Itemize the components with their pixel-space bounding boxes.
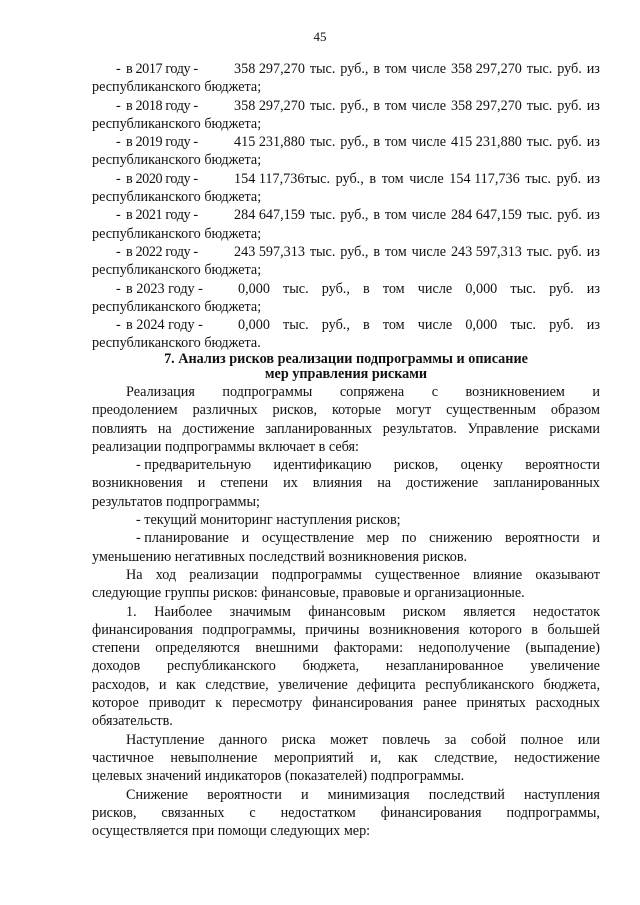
text-word: пересмотру — [232, 695, 303, 712]
text-word: которое — [92, 695, 139, 712]
text-word: финансовым — [308, 603, 386, 620]
funding-word: тыс. — [510, 317, 536, 334]
funding-word: числе — [409, 170, 444, 187]
text-word: вероятности — [207, 786, 282, 803]
funding-item — [92, 316, 600, 353]
text-word: которого — [468, 621, 522, 638]
funding-word: руб., — [340, 243, 369, 260]
funding-word: в — [369, 170, 377, 187]
funding-word: 243 597,313 — [450, 243, 522, 260]
text-word: ранее — [423, 695, 457, 712]
text-word: повлечь — [382, 731, 431, 748]
funding-word: тыс. — [309, 207, 336, 224]
text-word: в — [531, 621, 538, 638]
text-word: причины — [305, 621, 360, 638]
text-line — [92, 639, 600, 657]
funding-source: республиканского бюджета; — [92, 79, 262, 96]
funding-word: том — [384, 207, 407, 224]
funding-word: том — [384, 243, 407, 260]
text-word: - текущий мониторинг наступления рисков; — [136, 512, 401, 529]
funding-source: республиканского бюджета; — [92, 115, 262, 132]
funding-item — [92, 243, 600, 280]
text-word: результатов. — [382, 420, 457, 437]
funding-word: руб. — [556, 170, 582, 187]
funding-amount — [238, 316, 600, 334]
funding-amount — [234, 60, 600, 78]
funding-word: 284 647,159 — [450, 207, 522, 224]
text-word: Реализация — [126, 384, 195, 400]
text-line — [92, 603, 600, 621]
funding-year: в 2017 году - — [126, 61, 198, 77]
text-word: как — [397, 749, 418, 766]
funding-word: числе — [411, 243, 447, 260]
text-word: невыполнение — [170, 749, 258, 766]
funding-word: из — [586, 61, 600, 77]
funding-word: тыс. — [283, 317, 309, 334]
text-line — [92, 731, 600, 749]
text-word: за — [444, 731, 457, 748]
page-number: 45 — [313, 29, 327, 44]
text-word: как — [175, 676, 196, 693]
funding-line — [92, 60, 600, 78]
list-dash: - — [116, 97, 121, 114]
text-word: которые — [331, 402, 382, 419]
text-line — [92, 767, 600, 785]
text-word: мероприятий — [273, 749, 354, 766]
text-word: бюджета, — [543, 676, 600, 693]
text-word: риском — [402, 603, 446, 620]
text-word: бюджета, — [302, 658, 360, 675]
text-word: может — [330, 731, 368, 748]
funding-word: руб. — [557, 134, 582, 151]
text-word: осуществляется при помощи следующих мер: — [92, 823, 371, 840]
funding-word: 0,000 — [465, 317, 498, 334]
text-word: минимизация — [327, 786, 410, 803]
list-dash: - — [116, 170, 121, 187]
text-word: или — [577, 731, 600, 748]
text-word: идентификацию — [273, 457, 372, 474]
funding-list — [92, 60, 600, 353]
text-word: и, — [370, 749, 382, 766]
funding-line — [92, 280, 600, 298]
text-word: собой — [470, 731, 507, 748]
text-word: связанных — [161, 804, 225, 821]
text-line — [92, 548, 600, 566]
text-word: Снижение — [126, 786, 189, 803]
funding-word: руб. — [549, 280, 574, 297]
funding-word: тыс. — [525, 170, 551, 187]
funding-word: числе — [411, 97, 447, 114]
text-word: риска — [281, 731, 316, 748]
funding-word: руб., — [340, 61, 369, 77]
text-word: (выпадение) — [525, 640, 600, 657]
funding-word: числе — [411, 134, 447, 151]
text-word: рисков, — [393, 457, 439, 474]
text-line — [92, 822, 600, 840]
list-dash: - — [116, 207, 121, 224]
text-word: незапланированное — [385, 658, 504, 675]
text-word: и — [197, 475, 206, 492]
text-word: Наиболее — [154, 603, 213, 620]
funding-item — [92, 60, 600, 97]
text-word: приводит — [148, 695, 206, 712]
text-line — [92, 657, 600, 675]
text-word: с — [249, 804, 256, 821]
funding-year: в 2024 году - — [126, 317, 203, 334]
text-word: результатов подпрограммы; — [92, 493, 260, 510]
text-word: - предварительную — [136, 457, 252, 474]
funding-word: 0,000 — [465, 280, 498, 297]
funding-amount — [234, 170, 600, 188]
funding-year: в 2021 году - — [126, 207, 198, 224]
text-word: следствие, — [434, 749, 498, 766]
funding-word: из — [586, 170, 600, 187]
text-word: и — [158, 676, 167, 693]
funding-word: 358 297,270 — [450, 97, 522, 114]
funding-word: в — [373, 97, 381, 114]
funding-word: из — [586, 207, 600, 224]
text-word: рисков, — [272, 402, 318, 419]
text-line — [92, 474, 600, 492]
funding-line — [92, 97, 600, 115]
funding-word: руб., — [340, 97, 369, 114]
text-word: полное — [520, 731, 564, 748]
funding-amount — [234, 206, 600, 224]
funding-word: числе — [417, 280, 453, 297]
text-word: возникновения — [368, 621, 460, 638]
funding-word: руб. — [557, 61, 582, 77]
funding-word: тыс. — [526, 61, 553, 77]
funding-item — [92, 97, 600, 134]
text-word: подпрограммы, — [506, 804, 600, 821]
funding-word: тыс. — [309, 61, 336, 77]
text-line — [92, 438, 600, 456]
list-dash: - — [116, 280, 121, 297]
funding-word: том — [384, 134, 407, 151]
list-dash: - — [116, 317, 121, 334]
text-word: Управление — [467, 420, 539, 437]
text-word: следствие, — [205, 676, 269, 693]
text-word: финансирования — [312, 695, 414, 712]
text-word: преодолением — [92, 402, 178, 419]
text-word: ход — [155, 566, 177, 583]
text-word: финансирования — [380, 804, 482, 821]
section-heading-line: мер управления рисками — [264, 366, 428, 382]
text-line — [92, 694, 600, 712]
text-word: уменьшению негативных последствий возникновения рисков. — [92, 548, 468, 565]
text-word: оказывают — [535, 566, 600, 583]
text-line — [92, 420, 600, 438]
text-line — [92, 584, 600, 602]
funding-word: тыс. — [526, 134, 553, 151]
funding-word: в — [363, 280, 370, 297]
funding-word: руб., — [340, 134, 369, 151]
text-line — [92, 456, 600, 474]
text-word: республиканского — [167, 658, 276, 675]
funding-word: том — [382, 317, 405, 334]
funding-item — [92, 280, 600, 317]
text-word: дефицита — [357, 676, 416, 693]
funding-year: в 2018 году - — [126, 97, 198, 114]
text-line — [92, 749, 600, 767]
text-word: их — [283, 475, 298, 492]
text-line — [92, 621, 600, 639]
funding-word: 358 297,270 — [234, 97, 305, 114]
text-word: и — [592, 530, 600, 547]
text-word: - планирование — [136, 530, 229, 547]
text-word: 1. — [126, 603, 137, 620]
funding-word: 154 117,736тыс. — [234, 170, 330, 187]
text-word: недостаток — [533, 603, 600, 620]
text-word: возникновением — [465, 384, 565, 400]
text-word: по — [401, 530, 417, 547]
text-word: снижению — [429, 530, 493, 547]
list-dash: - — [116, 61, 121, 77]
funding-line — [92, 316, 600, 334]
text-word: увеличение — [530, 658, 600, 675]
text-line — [92, 511, 600, 529]
text-word: могут — [395, 402, 432, 419]
text-word: значимым — [229, 603, 291, 620]
text-line — [92, 401, 600, 419]
funding-word: том — [384, 61, 407, 77]
section-heading — [92, 352, 600, 382]
funding-word: 154 117,736 — [449, 170, 520, 187]
funding-word: из — [586, 280, 600, 297]
text-word: На — [126, 566, 143, 583]
text-word: вероятности — [525, 457, 600, 474]
funding-word: 284 647,159 — [234, 207, 305, 224]
text-word: реализации — [189, 566, 259, 583]
funding-word: 243 597,313 — [234, 243, 305, 260]
funding-line — [92, 170, 600, 188]
funding-word: в — [363, 317, 370, 334]
funding-word: из — [586, 134, 600, 151]
funding-line — [92, 133, 600, 151]
text-word: оценку — [460, 457, 503, 474]
funding-word: 415 231,880 — [234, 134, 305, 151]
text-word: запланированных — [493, 475, 600, 492]
funding-item — [92, 133, 600, 170]
text-word: достижение — [406, 475, 479, 492]
funding-word: числе — [417, 317, 453, 334]
funding-word: из — [586, 317, 600, 334]
text-word: недостатком — [280, 804, 356, 821]
funding-word: руб. — [557, 207, 582, 224]
text-word: с — [431, 384, 438, 400]
text-word: внешними — [255, 640, 319, 657]
text-word: наступления — [523, 786, 600, 803]
funding-source: республиканского бюджета; — [92, 189, 262, 206]
funding-word: тыс. — [283, 280, 309, 297]
text-word: следующие группы рисков: финансовые, правовые и организационные. — [92, 585, 525, 602]
section-heading-line: 7. Анализ рисков реализации подпрограммы и описание — [164, 351, 528, 367]
text-word: определяются — [155, 640, 240, 657]
text-word: рисков, — [92, 804, 137, 821]
text-word: степени — [92, 640, 140, 657]
funding-word: 0,000 — [238, 280, 270, 297]
funding-word: руб., — [321, 280, 350, 297]
text-word: мер — [366, 530, 390, 547]
text-word: запланированных — [265, 420, 373, 437]
funding-amount — [234, 133, 600, 151]
funding-line — [92, 243, 600, 261]
funding-source: республиканского бюджета; — [92, 298, 262, 315]
text-word: является — [463, 603, 516, 620]
funding-word: тыс. — [526, 97, 553, 114]
body-text — [92, 383, 600, 840]
text-word: частичное — [92, 749, 154, 766]
text-line — [92, 566, 600, 584]
text-word: и — [300, 786, 309, 803]
funding-amount — [234, 243, 600, 261]
funding-word: в — [373, 207, 381, 224]
funding-source: республиканского бюджета; — [92, 262, 262, 279]
text-word: к — [215, 695, 223, 712]
funding-word: 358 297,270 — [450, 61, 522, 77]
text-word: большей — [547, 621, 600, 638]
text-word: существенным — [446, 402, 536, 419]
text-word: сопряжена — [339, 384, 405, 400]
text-word: последствий — [428, 786, 505, 803]
funding-word: руб. — [549, 317, 574, 334]
text-word: влияния — [312, 475, 363, 492]
text-word: расходов, — [92, 676, 150, 693]
funding-word: в — [373, 134, 381, 151]
text-word: республиканского — [425, 676, 535, 693]
text-line — [92, 804, 600, 822]
text-word: подпрограммы, — [202, 621, 296, 638]
text-line — [92, 529, 600, 547]
funding-word: руб., — [335, 170, 364, 187]
funding-word: том — [381, 170, 404, 187]
funding-word: тыс. — [526, 207, 553, 224]
funding-year: в 2019 году - — [126, 134, 198, 151]
text-word: образом — [550, 402, 600, 419]
text-word: целевых значений индикаторов (показателей) подпрограммы. — [92, 768, 465, 785]
funding-word: руб. — [557, 97, 582, 114]
funding-word: числе — [411, 207, 447, 224]
text-word: рисками — [549, 420, 600, 437]
text-word: реализации подпрограммы включает в себя: — [92, 438, 359, 455]
funding-amount — [234, 97, 600, 115]
funding-word: тыс. — [309, 97, 336, 114]
funding-line — [92, 206, 600, 224]
text-word: принятых — [466, 695, 526, 712]
funding-source: республиканского бюджета; — [92, 225, 262, 242]
funding-word: в — [373, 243, 381, 260]
funding-source: республиканского бюджета; — [92, 152, 262, 169]
text-word: возникновения — [92, 475, 183, 492]
text-word: факторами: — [333, 640, 404, 657]
funding-word: руб., — [340, 207, 369, 224]
funding-word: том — [382, 280, 405, 297]
funding-amount — [238, 280, 600, 298]
text-word: доходов — [92, 658, 141, 675]
text-word: различных — [192, 402, 258, 419]
text-line — [92, 712, 600, 730]
funding-word: тыс. — [309, 134, 336, 151]
text-word: финансирования — [92, 621, 193, 638]
funding-word: 415 231,880 — [450, 134, 522, 151]
funding-word: 0,000 — [238, 317, 270, 334]
text-word: и — [241, 530, 250, 547]
text-word: существенное — [374, 566, 460, 583]
funding-word: из — [586, 243, 600, 260]
funding-word: руб. — [557, 243, 582, 260]
text-word: степени — [220, 475, 269, 492]
text-word: влияние — [473, 566, 523, 583]
funding-word: тыс. — [526, 243, 553, 260]
funding-word: из — [586, 97, 600, 114]
text-line — [92, 383, 600, 401]
text-word: обязательств. — [92, 713, 173, 730]
funding-year: в 2023 году - — [126, 280, 203, 297]
text-word: Наступление — [126, 731, 205, 748]
text-word: на — [377, 475, 392, 492]
text-word: достижение — [182, 420, 255, 437]
text-word: недостижение — [514, 749, 600, 766]
text-word: данного — [218, 731, 268, 748]
text-word: подпрограммы — [271, 566, 362, 583]
funding-word: том — [384, 97, 407, 114]
funding-item — [92, 170, 600, 207]
funding-year: в 2022 году - — [126, 243, 198, 260]
funding-word: в — [373, 61, 381, 77]
text-word: недополучение — [418, 640, 511, 657]
text-word: увеличение — [278, 676, 348, 693]
text-word: повлиять — [92, 420, 148, 437]
funding-item — [92, 206, 600, 243]
text-word: и — [592, 384, 600, 400]
funding-word: тыс. — [309, 243, 336, 260]
list-dash: - — [116, 134, 121, 151]
funding-word: тыс. — [510, 280, 536, 297]
funding-word: руб., — [321, 317, 350, 334]
text-word: осуществление — [261, 530, 354, 547]
text-word: вероятности — [504, 530, 580, 547]
text-word: подпрограммы — [222, 384, 313, 400]
text-word: на — [157, 420, 172, 437]
text-word: расходных — [535, 695, 600, 712]
text-line — [92, 493, 600, 511]
funding-word: 358 297,270 — [234, 61, 305, 77]
list-dash: - — [116, 243, 121, 260]
funding-year: в 2020 году - — [126, 170, 198, 187]
funding-word: числе — [411, 61, 447, 77]
text-line — [92, 676, 600, 694]
funding-source: республиканского бюджета. — [92, 335, 261, 352]
text-line — [92, 786, 600, 804]
